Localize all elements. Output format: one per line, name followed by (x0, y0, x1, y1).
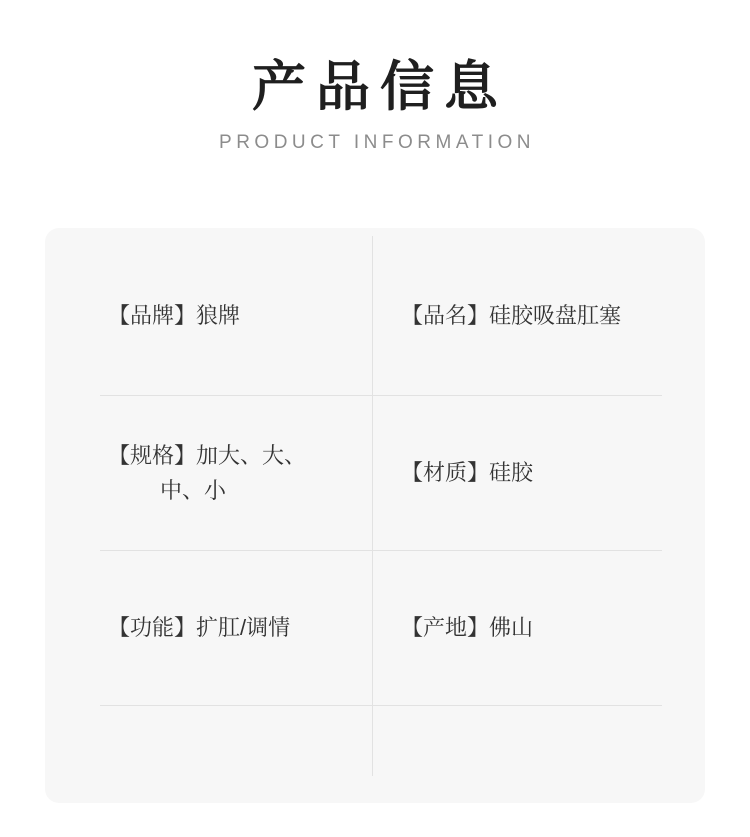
origin-value: 【产地】佛山 (401, 615, 534, 641)
table-cell-origin (372, 551, 662, 705)
spec-value-line1: 【规格】加大、大、 (108, 442, 307, 468)
page-header (0, 0, 750, 154)
function-value: 【功能】扩肛/调情 (108, 615, 291, 641)
table-cell-empty-right (372, 706, 662, 776)
table-cell-empty-left (100, 706, 372, 776)
spec-value (108, 438, 312, 508)
product-name-value: 【品名】硅胶吸盘肛塞 (401, 302, 622, 328)
table-cell-product-name (372, 236, 662, 395)
page-subtitle: PRODUCT INFORMATION (219, 132, 535, 154)
spec-value-line2: 中、小 (160, 478, 227, 503)
table-row (100, 551, 662, 706)
product-info-table (100, 236, 662, 776)
product-info-card (45, 228, 705, 803)
page-bottom-spacer (0, 803, 750, 837)
table-row-empty (100, 706, 662, 776)
table-row (100, 396, 662, 551)
table-cell-spec (100, 396, 372, 550)
page-title: 产品信息 (252, 57, 508, 117)
brand-value: 【品牌】狼牌 (108, 302, 241, 328)
table-cell-function (100, 551, 372, 705)
table-cell-brand (100, 236, 372, 395)
table-cell-material (372, 396, 662, 550)
material-value: 【材质】硅胶 (401, 460, 534, 486)
table-row (100, 236, 662, 396)
